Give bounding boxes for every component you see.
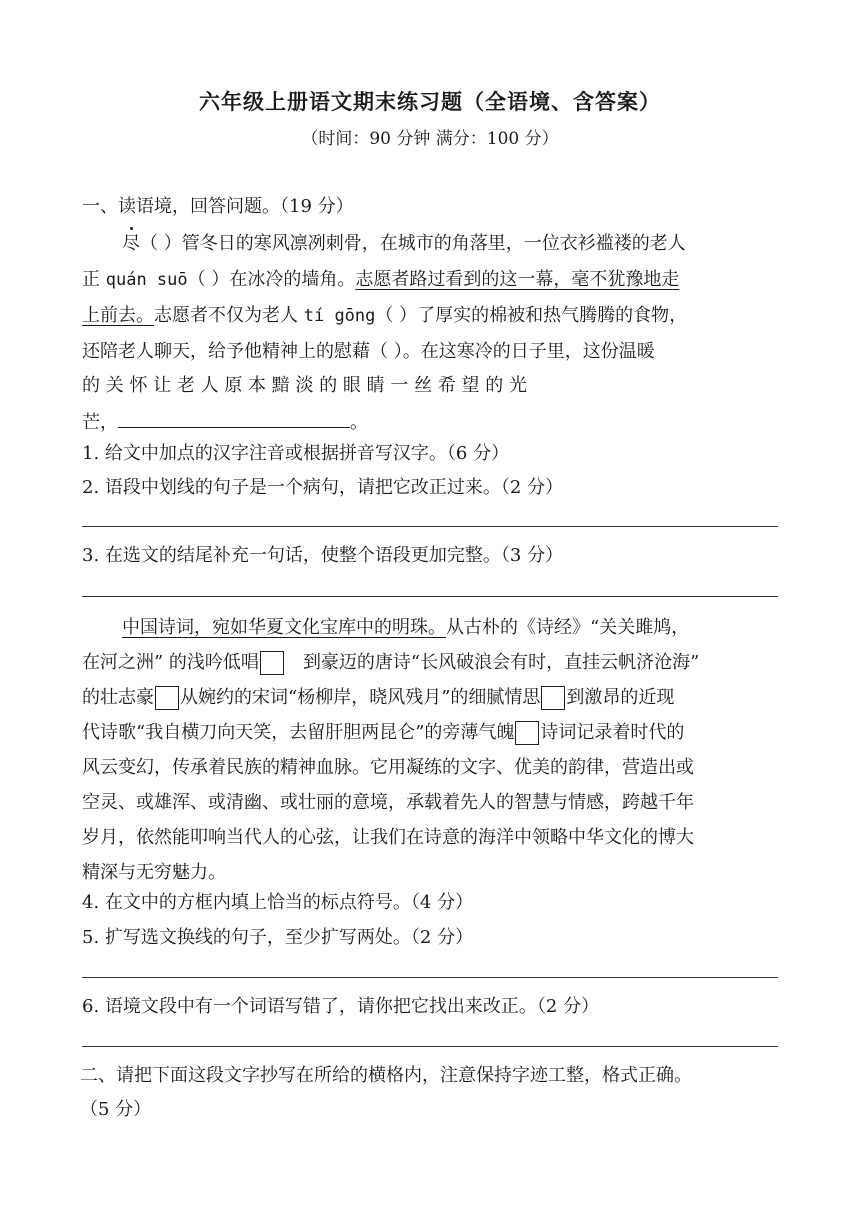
section1-heading: 一、读语境，回答问题。（19 分）: [82, 196, 354, 217]
passage1-line2: [82, 267, 780, 293]
passage1-text: 。: [350, 412, 368, 433]
passage2-line4: [82, 720, 780, 746]
page-title: 六年级上册语文期末练习题（全语境、含答案）: [199, 90, 661, 114]
pinyin-text: quán suō: [105, 270, 188, 290]
answer-blank[interactable]: [118, 409, 350, 428]
punctuation-box[interactable]: [541, 686, 565, 710]
underlined-sentence: 上前去。: [82, 305, 154, 326]
passage2-text: 诗词记录着时代的: [540, 722, 685, 743]
answer-line-q6[interactable]: [82, 1046, 778, 1047]
answer-line-q3[interactable]: [82, 596, 778, 597]
passage1-text: 芒，: [82, 412, 118, 433]
passage2-text: 代诗歌“我自横刀向天笑，去留肝胆两昆仑”的旁薄气魄: [82, 722, 515, 743]
passage1-text: （ ）了厚实的棉被和热气腾腾的食物，: [375, 305, 688, 326]
answer-line-q5[interactable]: [82, 977, 778, 978]
passage2-text: 从古朴的《诗经》“关关雎鸠，: [446, 617, 690, 638]
underlined-sentence: 中国诗词，宛如华夏文化宝库中的明珠。: [122, 617, 446, 638]
pinyin-text: tí gōng: [303, 306, 376, 326]
question-2: 2. 语段中划线的句子是一个病句，请把它改正过来。（2 分）: [82, 477, 564, 498]
answer-line-q2[interactable]: [82, 526, 778, 527]
passage1-text: 志愿者不仅为老人: [154, 305, 304, 326]
passage2-line1: [82, 615, 780, 641]
passage1-text: 正: [82, 269, 106, 290]
question-3: 3. 在选文的结尾补充一句话，使整个语段更加完整。（3 分）: [82, 545, 564, 566]
punctuation-box[interactable]: [155, 686, 179, 710]
punctuation-box[interactable]: [515, 721, 539, 745]
passage2-line2: [82, 650, 780, 676]
question-1: 1. 给文中加点的汉字注音或根据拼音写汉字。（6 分）: [82, 443, 510, 464]
passage1-line3: [82, 303, 780, 329]
question-5: 5. 扩写选文换线的句子，至少扩写两处。（2 分）: [82, 927, 474, 948]
passage1-text: （ ）在冰冷的墙角。: [187, 269, 356, 290]
passage1-text: （ ）管冬日的寒风凛冽刺骨，在城市的角落里，一位衣衫褴褛的老人: [140, 233, 686, 254]
punctuation-box[interactable]: [260, 651, 284, 675]
passage2-line3: [82, 685, 780, 711]
underlined-sentence: 志愿者路过看到的这一幕，毫不犹豫地走: [355, 269, 680, 290]
passage1-line4: 还陪老人聊天，给予他精神上的慰藉（ ）。在这寒冷的日子里，这份温暖: [82, 341, 655, 362]
passage2-text: 到豪迈的唐诗“长风破浪会有时，直挂云帆济沧海”: [302, 652, 700, 673]
section2-heading-score: （5 分）: [80, 1099, 152, 1120]
passage2-text: 到激昂的近现: [566, 687, 675, 708]
passage2-line7: 岁月，依然能叩响当代人的心弦，让我们在诗意的海洋中领略中华文化的博大: [82, 827, 694, 848]
passage1-line5: 的 关 怀 让 老 人 原 本 黯 淡 的 眼 睛 一 丝 希 望 的 光: [82, 375, 527, 396]
passage1-line6: [82, 409, 780, 436]
passage2-text: 的壮志豪: [82, 687, 154, 708]
question-4: 4. 在文中的方框内填上恰当的标点符号。（4 分）: [82, 892, 474, 913]
passage2-line8: 精深与无穷魅力。: [82, 862, 226, 883]
question-6: 6. 语境文段中有一个词语写错了，请你把它找出来改正。（2 分）: [82, 996, 600, 1017]
dotted-char: 尽: [122, 231, 140, 257]
passage2-line6: 空灵、或雄浑、或清幽、或壮丽的意境，承载着先人的智慧与情感，跨越千年: [82, 792, 694, 813]
section2-heading: 二、请把下面这段文字抄写在所给的横格内，注意保持字迹工整，格式正确。: [80, 1065, 692, 1086]
passage2-line5: 风云变幻，传承着民族的精神血脉。它用凝练的文字、优美的韵律，营造出或: [82, 757, 694, 778]
page-subtitle: （时间：90 分钟 满分：100 分）: [301, 129, 559, 149]
passage2-text: 从婉约的宋词“杨柳岸，晓风残月”的细腻情思: [180, 687, 541, 708]
passage2-text: 在河之洲” 的浅吟低唱: [82, 652, 259, 673]
passage1-line1: [82, 231, 780, 257]
